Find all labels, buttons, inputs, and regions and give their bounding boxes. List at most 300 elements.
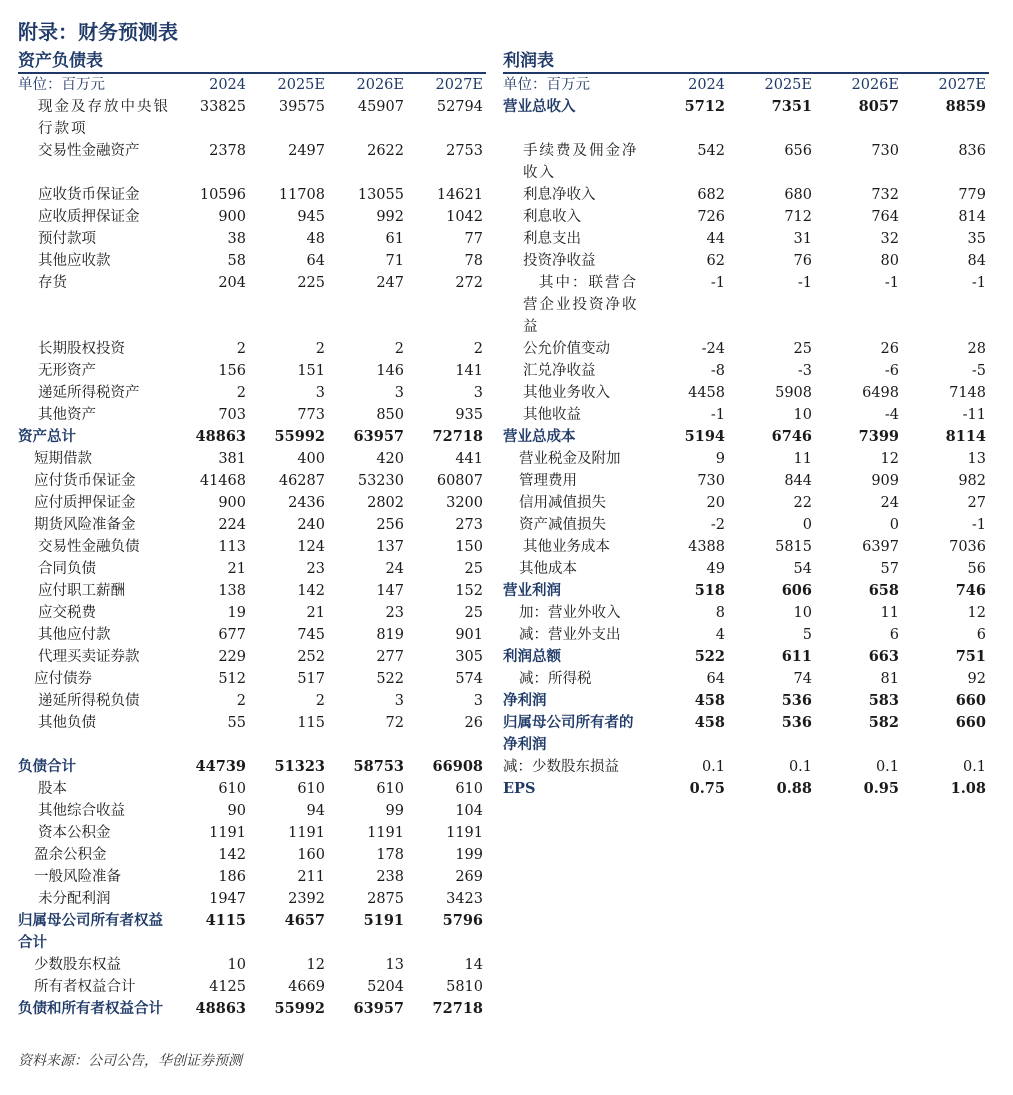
cell-value: 992 [376,209,404,225]
cell-value: 142 [297,583,325,599]
row-label: 信用减值损失 [519,495,606,511]
cell-value: -4 [884,407,899,423]
cell-value: 2875 [367,891,404,907]
row-label: 其他应付款 [38,627,111,643]
cell-value: 61 [385,231,404,247]
cell-value: 536 [781,692,812,709]
cell-value: 420 [376,451,404,467]
cell-value: 53230 [357,473,404,489]
cell-value: 84 [967,253,986,269]
cell-value: 4458 [688,385,725,401]
cell-value: 2 [394,341,404,357]
row-label: 现金及存放中央银行款项 [38,99,170,137]
cell-value: 0.75 [689,780,725,797]
table-row [18,206,486,228]
cell-value: 99 [385,803,404,819]
cell-value: 7351 [771,98,812,115]
row-label: 利息支出 [523,231,581,247]
balance-sheet-panel [18,50,486,1042]
cell-value: 20 [706,495,725,511]
cell-value: 3200 [446,495,483,511]
cell-value: 156 [218,363,246,379]
row-label: 所有者权益合计 [34,979,136,995]
cell-value: -1 [797,275,812,291]
row-label: 归属母公司所有者的净利润 [503,714,634,753]
cell-value: 2392 [288,891,325,907]
cell-value: 0.1 [962,759,986,775]
cell-value: 819 [376,627,404,643]
cell-value: 4669 [288,979,325,995]
cell-value: 0.1 [875,759,899,775]
table-row [503,250,989,272]
cell-value: 77 [464,231,483,247]
cell-value: 1191 [367,825,404,841]
cell-value: 19 [227,605,246,621]
row-label: 净利润 [503,692,547,709]
cell-value: 27 [967,495,986,511]
cell-value: 400 [297,451,325,467]
cell-value: 72 [385,715,404,731]
cell-value: 25 [464,605,483,621]
cell-value: 517 [297,671,325,687]
cell-value: 1191 [288,825,325,841]
income-statement-panel [503,50,989,800]
cell-value: 582 [868,714,899,731]
cell-value: 1191 [446,825,483,841]
table-row [18,602,486,624]
year-header: 2025E [764,77,812,93]
table-row [18,404,486,426]
cell-value: 6397 [862,539,899,555]
cell-value: 55992 [274,428,325,445]
cell-value: 12 [306,957,325,973]
cell-value: 4388 [688,539,725,555]
table-row [503,756,989,778]
cell-value: 751 [955,648,986,665]
cell-value: 441 [455,451,483,467]
cell-value: 1947 [209,891,246,907]
cell-value: 80 [880,253,899,269]
cell-value: 52794 [436,99,483,115]
cell-value: -6 [884,363,899,379]
cell-value: 4 [715,627,725,643]
table-row [18,976,486,998]
cell-value: 115 [297,715,325,731]
cell-value: 55992 [274,1000,325,1017]
cell-value: 6498 [862,385,899,401]
cell-value: 10 [227,957,246,973]
table-row [18,184,486,206]
cell-value: 32 [880,231,899,247]
cell-value: 46287 [278,473,325,489]
table-row [503,272,989,338]
cell-value: 610 [297,781,325,797]
cell-value: 11708 [278,187,325,203]
table-row [18,712,486,756]
cell-value: 0.95 [863,780,899,797]
cell-value: 35 [967,231,986,247]
row-label: 应付职工薪酬 [38,583,125,599]
table-row [18,426,486,448]
cell-value: 23 [385,605,404,621]
cell-value: 39575 [278,99,325,115]
table-row [503,514,989,536]
cell-value: 900 [218,495,246,511]
cell-value: 901 [455,627,483,643]
table-row [18,668,486,690]
cell-value: 10 [793,407,812,423]
cell-value: 779 [958,187,986,203]
cell-value: 1191 [209,825,246,841]
table-row [18,580,486,602]
cell-value: 0 [889,517,899,533]
cell-value: 8114 [945,428,986,445]
table-row [503,492,989,514]
cell-value: 141 [455,363,483,379]
cell-value: 982 [958,473,986,489]
cell-value: 94 [306,803,325,819]
cell-value: 1042 [446,209,483,225]
table-row [18,690,486,712]
cell-value: 305 [455,649,483,665]
cell-value: 0.1 [788,759,812,775]
year-header: 2026E [356,77,404,93]
table-row [503,536,989,558]
table-row [18,272,486,338]
cell-value: 658 [868,582,899,599]
table-row [18,228,486,250]
cell-value: -5 [971,363,986,379]
cell-value: 6 [889,627,899,643]
cell-value: 48863 [195,1000,246,1017]
cell-value: -1 [884,275,899,291]
cell-value: 252 [297,649,325,665]
table-row [503,778,989,800]
table-row [503,602,989,624]
row-label: 资产减值损失 [519,517,606,533]
row-label: 期货风险准备金 [34,517,136,533]
cell-value: 58753 [353,758,404,775]
cell-value: 21 [227,561,246,577]
cell-value: 2 [315,341,325,357]
cell-value: 11 [793,451,812,467]
table-row [18,998,486,1042]
year-header: 2026E [851,77,899,93]
cell-value: 518 [694,582,725,599]
row-label: 存货 [38,275,67,291]
cell-value: 3 [473,385,483,401]
table-row [18,360,486,382]
table-row [503,184,989,206]
row-label: 其中：联营合营企业投资净收益 [523,275,639,335]
cell-value: 900 [218,209,246,225]
cell-value: 26 [464,715,483,731]
cell-value: 764 [871,209,899,225]
cell-value: 660 [955,714,986,731]
cell-value: 5908 [775,385,812,401]
cell-value: 730 [697,473,725,489]
cell-value: 606 [781,582,812,599]
cell-value: 5815 [775,539,812,555]
table-row [18,140,486,184]
cell-value: 124 [297,539,325,555]
year-header: 2024 [688,77,725,93]
cell-value: 146 [376,363,404,379]
cell-value: 26 [880,341,899,357]
row-label: 管理费用 [519,473,577,489]
cell-value: 63957 [353,1000,404,1017]
cell-value: 773 [297,407,325,423]
cell-value: -3 [797,363,812,379]
cell-value: 703 [218,407,246,423]
table-row [18,96,486,140]
cell-value: 850 [376,407,404,423]
row-label: 其他成本 [519,561,577,577]
row-label: 利息收入 [523,209,581,225]
cell-value: 269 [455,869,483,885]
table-row [18,448,486,470]
table-row [503,96,989,140]
cell-value: 7399 [858,428,899,445]
row-label: 一般风险准备 [34,869,121,885]
cell-value: 138 [218,583,246,599]
cell-value: 63957 [353,428,404,445]
cell-value: 66908 [432,758,483,775]
row-label: 加：营业外收入 [519,605,621,621]
year-header: 2027E [435,77,483,93]
table-row [503,360,989,382]
cell-value: 3423 [446,891,483,907]
cell-value: 49 [706,561,725,577]
row-label: 营业总收入 [503,98,576,115]
row-label: 短期借款 [34,451,92,467]
cell-value: 137 [376,539,404,555]
cell-value: 41468 [199,473,246,489]
cell-value: 76 [793,253,812,269]
cell-value: 44 [706,231,725,247]
row-label: 应付债券 [34,671,92,687]
row-label: 盈余公积金 [34,847,107,863]
table-row [503,426,989,448]
table-row [18,514,486,536]
cell-value: -2 [710,517,725,533]
cell-value: 211 [297,869,325,885]
cell-value: 458 [694,692,725,709]
table-row [18,250,486,272]
row-label: 股本 [38,781,67,797]
cell-value: 726 [697,209,725,225]
row-label: 资本公积金 [38,825,111,841]
cell-value: 71 [385,253,404,269]
cell-value: 62 [706,253,725,269]
row-label: 应付货币保证金 [34,473,136,489]
cell-value: 21 [306,605,325,621]
cell-value: 0.1 [701,759,725,775]
cell-value: 277 [376,649,404,665]
row-label: 代理买卖证券款 [38,649,140,665]
row-label: 合同负债 [38,561,96,577]
cell-value: 1.08 [950,780,986,797]
cell-value: 5204 [367,979,404,995]
table-row [503,206,989,228]
cell-value: 909 [871,473,899,489]
cell-value: 247 [376,275,404,291]
table-row [503,228,989,250]
cell-value: 152 [455,583,483,599]
row-label: 递延所得税负债 [38,693,140,709]
table-row [18,756,486,778]
cell-value: 2378 [209,143,246,159]
cell-value: 730 [871,143,899,159]
cell-value: 611 [781,648,812,665]
cell-value: 57 [880,561,899,577]
row-label: 公允价值变动 [523,341,610,357]
unit-label: 单位：百万元 [503,77,590,93]
table-row [18,646,486,668]
cell-value: 33825 [199,99,246,115]
row-label: EPS [503,780,536,797]
table-row [18,470,486,492]
row-label: 汇兑净收益 [523,363,596,379]
row-label: 无形资产 [38,363,96,379]
cell-value: 238 [376,869,404,885]
cell-value: 3 [394,693,404,709]
cell-value: 22 [793,495,812,511]
cell-value: 38 [227,231,246,247]
cell-value: 229 [218,649,246,665]
cell-value: 25 [793,341,812,357]
year-header: 2024 [209,77,246,93]
cell-value: 522 [694,648,725,665]
cell-value: 13 [967,451,986,467]
cell-value: 224 [218,517,246,533]
table-row [503,404,989,426]
row-label: 其他负债 [38,715,96,731]
cell-value: 55 [227,715,246,731]
table-row [18,954,486,976]
year-header: 2025E [277,77,325,93]
table-row [18,910,486,954]
cell-value: 64 [706,671,725,687]
row-label: 应交税费 [38,605,96,621]
cell-value: 8057 [858,98,899,115]
balance-sheet-title: 资产负债表 [18,50,486,74]
row-label: 手续费及佣金净收入 [523,143,639,181]
cell-value: 814 [958,209,986,225]
cell-value: 81 [880,671,899,687]
cell-value: 13055 [357,187,404,203]
row-label: 预付款项 [38,231,96,247]
table-row [503,382,989,404]
cell-value: 23 [306,561,325,577]
cell-value: 746 [955,582,986,599]
cell-value: 48863 [195,428,246,445]
row-label: 其他综合收益 [38,803,125,819]
row-label: 交易性金融资产 [38,143,140,159]
table-row [503,690,989,712]
cell-value: 45907 [357,99,404,115]
table-row [503,580,989,602]
row-label: 递延所得税资产 [38,385,140,401]
cell-value: 64 [306,253,325,269]
cell-value: 610 [376,781,404,797]
row-label: 长期股权投资 [38,341,125,357]
cell-value: 31 [793,231,812,247]
cell-value: 8859 [945,98,986,115]
cell-value: 682 [697,187,725,203]
cell-value: 4657 [284,912,325,929]
cell-value: 2 [236,341,246,357]
page-title: 附录：财务预测表 [18,20,178,44]
cell-value: 14621 [436,187,483,203]
cell-value: 6746 [771,428,812,445]
table-row [503,624,989,646]
table-row [18,492,486,514]
cell-value: 92 [967,671,986,687]
row-label: 营业利润 [503,582,561,599]
row-label: 其他资产 [38,407,96,423]
table-row [18,536,486,558]
cell-value: 5191 [363,912,404,929]
row-label: 应收质押保证金 [38,209,140,225]
cell-value: -1 [710,275,725,291]
cell-value: 12 [967,605,986,621]
cell-value: 381 [218,451,246,467]
cell-value: 3 [315,385,325,401]
cell-value: 2 [473,341,483,357]
cell-value: 12 [880,451,899,467]
cell-value: 51323 [274,758,325,775]
row-label: 交易性金融负债 [38,539,140,555]
row-label: 其他收益 [523,407,581,423]
cell-value: 78 [464,253,483,269]
income-statement-title: 利润表 [503,50,989,74]
cell-value: 272 [455,275,483,291]
cell-value: 74 [793,671,812,687]
table-row [503,712,989,756]
row-label: 减：少数股东损益 [503,759,619,775]
cell-value: 6 [976,627,986,643]
cell-value: 4115 [205,912,246,929]
cell-value: 151 [297,363,325,379]
cell-value: 2 [236,385,246,401]
cell-value: 5194 [684,428,725,445]
cell-value: 13 [385,957,404,973]
cell-value: 256 [376,517,404,533]
table-row [18,866,486,888]
cell-value: 204 [218,275,246,291]
cell-value: 2436 [288,495,325,511]
cell-value: 3 [473,693,483,709]
cell-value: 680 [784,187,812,203]
cell-value: 24 [880,495,899,511]
cell-value: 60807 [436,473,483,489]
cell-value: 2497 [288,143,325,159]
table-row [18,338,486,360]
cell-value: -1 [710,407,725,423]
table-row [18,558,486,580]
row-label: 负债和所有者权益合计 [18,1000,163,1017]
cell-value: 56 [967,561,986,577]
cell-value: -24 [701,341,725,357]
row-label: 资产总计 [18,428,76,445]
row-label: 应付质押保证金 [34,495,136,511]
cell-value: 24 [385,561,404,577]
cell-value: 3 [394,385,404,401]
table-header-row [503,74,989,96]
table-row [503,646,989,668]
row-label: 负债合计 [18,758,76,775]
